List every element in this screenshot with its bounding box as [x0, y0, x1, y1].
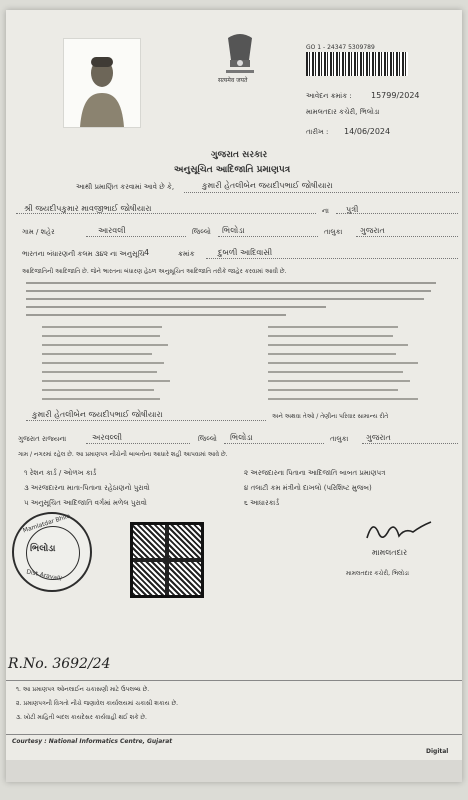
office-label: મામલતદાર કચેરી, ભિલોડા: [306, 108, 380, 116]
taluka: ગુજરાત: [360, 226, 385, 235]
daughter: પુત્રી: [346, 205, 359, 214]
certificate-paper: [6, 10, 462, 782]
emblem-icon: [220, 30, 260, 82]
order-no: 4: [144, 248, 150, 257]
order-prefix: ભારતના બંધારણની કલમ ૩૪૨ ના અનુસૂચિ: [22, 250, 145, 258]
district-label: જિલ્લો: [192, 228, 211, 236]
signature-mark: [363, 516, 435, 544]
village-rule: [86, 236, 186, 237]
doc-item-4: ૪ તલાટી કમ મંત્રીનો દાખલો (પરિશિષ્ટ મુજબ): [244, 484, 372, 492]
footer-note-3: ૩. ખોટી માહિતી બદલ કાયદેસર કાર્યવાહી થઈ શકે છે.: [16, 714, 147, 721]
village2-label: ગુજરાત રાજ્યના: [18, 435, 67, 443]
signature-office: મામલતદાર કચેરી, ભિલોડા: [346, 570, 409, 577]
order-suffix: ક્રમાંક: [178, 250, 195, 258]
designation: મામલતદાર: [372, 548, 408, 557]
resident-label: અને અથવા તેઓ / તેણીના પરિવાર સામાન્ય રીતે: [272, 413, 389, 420]
mamlatdar-seal: [12, 512, 92, 592]
taluka2-label: તાલુકા: [330, 435, 349, 443]
residence-line: ગામ / નગરમાં રહેલ છે. આ પ્રમાણપત્ર નીચેની બાબતોના આધારે શહી આપવામાં આવે છે.: [18, 451, 228, 458]
daughter-label: ના: [322, 207, 329, 215]
doc-item-6: ૬ આધારકાર્ડ: [244, 499, 280, 507]
emblem-caption: सत्यमेव जयते: [218, 77, 248, 84]
footer-note-2: ૨. પ્રમાણપત્રની વિગતો નીચે જણાવેલ કાર્યાલયમાં ચકાસી શકાય છે.: [16, 700, 178, 707]
doc-item-1: ૧ રેશન કાર્ડ / ઓળખ કાર્ડ: [24, 469, 97, 477]
taluka-label: તાલુકા: [324, 228, 343, 236]
doc-item-2: ૨ અરજદારના પિતાના આદિજાતિ બાબત પ્રમાણપત્ર: [244, 469, 386, 477]
taluka2: ગુજરાત: [366, 433, 391, 442]
seal-bottom-text: Dist Aravalli: [25, 568, 63, 583]
application-no: 15799/2024: [371, 91, 420, 100]
regulation-text-block: [26, 282, 446, 322]
section-line: આદિજાતિની આદિજાતિ છે. જેને ભારતના બંધારણ હેઠળ અનુસૂચિત આદિજાતિ તરીકે જાહેર કરવામાં આવી છે.: [22, 268, 287, 275]
doc-item-3: ૩ અરજદારના માતા-પિતાના રહેઠાણનો પુરાવો: [24, 484, 150, 492]
certificate-title: અનુસૂચિત આદિજાતિ પ્રમાણપત્ર: [174, 165, 291, 175]
person-silhouette-icon: [64, 39, 140, 127]
tribe-rule: [206, 258, 458, 259]
district2-label: જિલ્લો: [198, 435, 217, 443]
sub-name-rule: [26, 420, 266, 421]
village: આરવલી: [98, 226, 126, 235]
line2b-rule: [336, 213, 458, 214]
tribe: દુબળી આદિવાસી: [218, 248, 273, 257]
sub-name: કુમારી હેતલીબેન જયદીપભાઈ જોષીયારા: [32, 410, 163, 419]
date-label: તારીખ :: [306, 128, 329, 136]
district2: ભિલોડા: [230, 433, 253, 442]
national-emblem: [220, 30, 260, 82]
applicant-name: કુમારી હેતલીબેન જયદીપભાઈ જોષીયારા: [202, 181, 333, 190]
footer-divider: [6, 680, 462, 681]
taluka2-rule: [362, 443, 458, 444]
application-no-label: આવેદન ક્રમાંક :: [306, 92, 352, 100]
doc-item-5: ૫ અનુસૂચિત આદિજાતિ વર્ગમાં મળેલ પુરાવો: [24, 499, 147, 507]
district: ભિલોડા: [222, 226, 245, 235]
handwritten-note: R.No. 3692/24: [8, 656, 111, 672]
schedule-list-left: [42, 326, 192, 408]
line1-prefix: આથી પ્રમાણિત કરવામાં આવે છે કે,: [76, 183, 175, 191]
village2-rule: [86, 443, 190, 444]
footer-strip: [6, 760, 462, 782]
district-rule: [218, 236, 318, 237]
applicant-photo: [63, 38, 141, 128]
taluka-rule: [356, 236, 458, 237]
line1-rule: [184, 192, 459, 193]
seal-middle-text: ભિલોડા: [30, 544, 56, 554]
relation-name: શ્રી જયદીપકુમાર માવજીભાઈ જોષીયારા: [24, 204, 152, 213]
digital-label: Digital: [426, 748, 449, 755]
courtesy: Courtesy : National Informatics Centre, Gujarat: [12, 738, 173, 745]
barcode-text: GO 1 - 24347 5309789: [306, 44, 375, 51]
village2: અરવલ્લી: [92, 433, 123, 442]
footer-note-1: ૧. આ પ્રમાણપત્ર ઓનલાઈન ચકાસણી માટે ઉપલબ્ધ છે.: [16, 686, 150, 693]
date: 14/06/2024: [344, 127, 391, 136]
village-label: ગામ / શહેર: [22, 228, 55, 236]
footer-divider-2: [6, 734, 462, 735]
seal-top-text: Mamlatdar Bhilo: [22, 512, 72, 535]
govt-title: ગુજરાત સરકાર: [211, 150, 268, 160]
district2-rule: [224, 443, 324, 444]
qr-code: [130, 522, 204, 598]
schedule-list-right: [268, 326, 438, 408]
barcode: [306, 52, 408, 76]
